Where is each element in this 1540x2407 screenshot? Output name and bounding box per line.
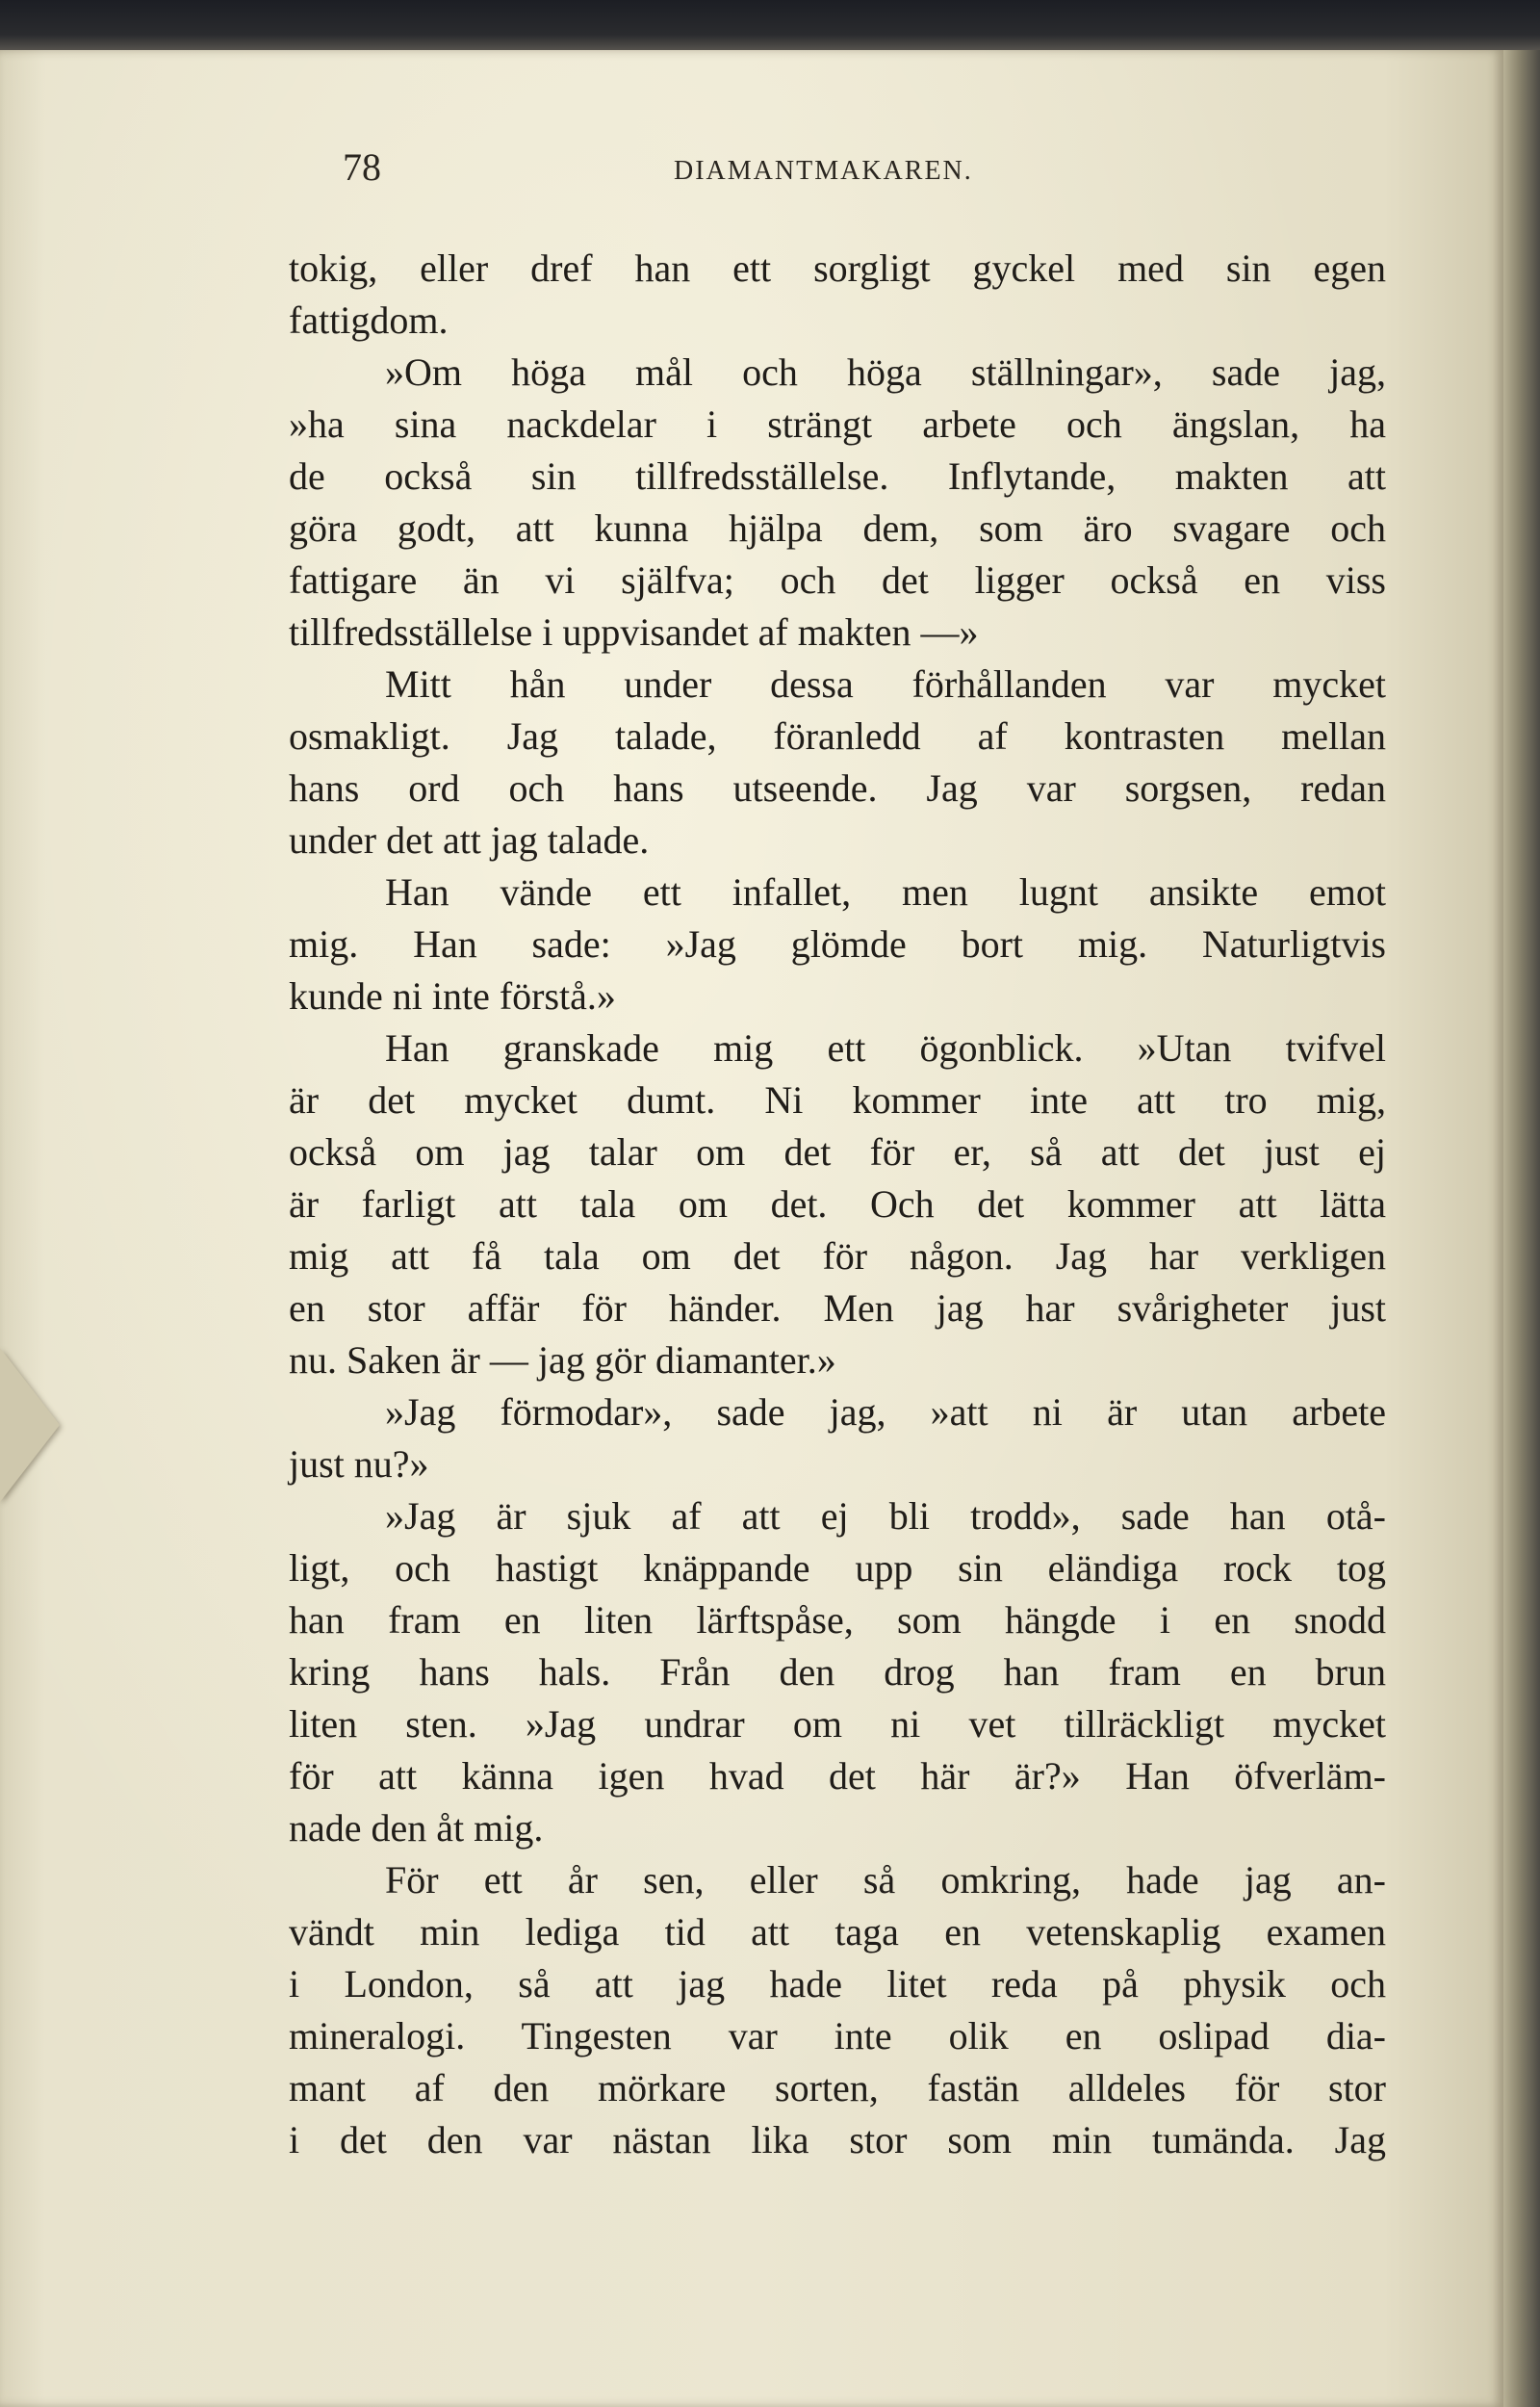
text-line: mig. Han sade: »Jag glömde bort mig. Naturligtvis: [289, 922, 1386, 966]
text-line: osmakligt. Jag talade, föranledd af kontrasten mellan: [289, 714, 1386, 758]
text-line: fattigare än vi själfva; och det ligger också en viss: [289, 558, 1386, 602]
text-line: Han vände ett infallet, men lugnt ansikte emot: [385, 870, 1386, 914]
page-header: [289, 144, 1386, 202]
text-line: i London, så att jag hade litet reda på physik och: [289, 1962, 1386, 2006]
text-line: ligt, och hastigt knäppande upp sin eländiga rock tog: [289, 1546, 1386, 1590]
bookmark-tab: [0, 1348, 60, 1502]
text-line: kunde ni inte förstå.»: [289, 974, 616, 1018]
text-line: För ett år sen, eller så omkring, hade jag an-: [385, 1858, 1386, 1902]
text-line: Han granskade mig ett ögonblick. »Utan tvifvel: [385, 1026, 1386, 1070]
body-text: [289, 243, 1386, 2166]
text-line: vändt min lediga tid att taga en vetenskaplig examen: [289, 1910, 1386, 1954]
text-line: de också sin tillfredsställelse. Inflytande, makten att: [289, 454, 1386, 498]
text-line: mig att få tala om det för någon. Jag har verkligen: [289, 1234, 1386, 1278]
text-line: mant af den mörkare sorten, fastän alldeles för stor: [289, 2066, 1386, 2109]
text-line: under det att jag talade.: [289, 818, 650, 862]
text-line: han fram en liten lärftspåse, som hängde i en snodd: [289, 1598, 1386, 1642]
page-gutter-shadow: [1503, 50, 1540, 2407]
text-line: just nu?»: [289, 1442, 429, 1486]
text-line: fattigdom.: [289, 298, 449, 342]
text-line: »Om höga mål och höga ställningar», sade jag,: [385, 350, 1386, 394]
text-line: för att känna igen hvad det här är?» Han öfverläm-: [289, 1754, 1386, 1798]
book-cover-edge: [0, 0, 1540, 58]
text-line: göra godt, att kunna hjälpa dem, som äro svagare och: [289, 506, 1386, 550]
text-line: Mitt hån under dessa förhållanden var mycket: [385, 662, 1386, 706]
running-title: DIAMANTMAKAREN.: [674, 156, 973, 186]
text-line: liten sten. »Jag undrar om ni vet tillräckligt mycket: [289, 1702, 1386, 1746]
text-line: en stor affär för händer. Men jag har svårigheter just: [289, 1286, 1386, 1330]
text-line: hans ord och hans utseende. Jag var sorgsen, redan: [289, 766, 1386, 810]
text-line: nu. Saken är — jag gör diamanter.»: [289, 1338, 836, 1382]
text-line: nade den åt mig.: [289, 1806, 544, 1850]
text-line: kring hans hals. Från den drog han fram en brun: [289, 1650, 1386, 1694]
text-line: i det den var nästan lika stor som min tumända. Jag: [289, 2118, 1386, 2161]
text-line: mineralogi. Tingesten var inte olik en oslipad dia-: [289, 2014, 1386, 2058]
text-line: »Jag är sjuk af att ej bli trodd», sade han otå-: [385, 1494, 1386, 1538]
text-line: tokig, eller dref han ett sorgligt gyckel med sin egen: [289, 246, 1386, 290]
text-line: »Jag förmodar», sade jag, »att ni är utan arbete: [385, 1390, 1386, 1434]
text-line: är det mycket dumt. Ni kommer inte att tro mig,: [289, 1078, 1386, 1122]
text-line: »ha sina nackdelar i strängt arbete och ängslan, ha: [289, 402, 1386, 446]
text-line: tillfredsställelse i uppvisandet af makten —»: [289, 610, 979, 654]
text-line: också om jag talar om det för er, så att det just ej: [289, 1130, 1386, 1174]
text-line: är farligt att tala om det. Och det kommer att lätta: [289, 1182, 1386, 1226]
page-number: 78: [343, 145, 381, 189]
